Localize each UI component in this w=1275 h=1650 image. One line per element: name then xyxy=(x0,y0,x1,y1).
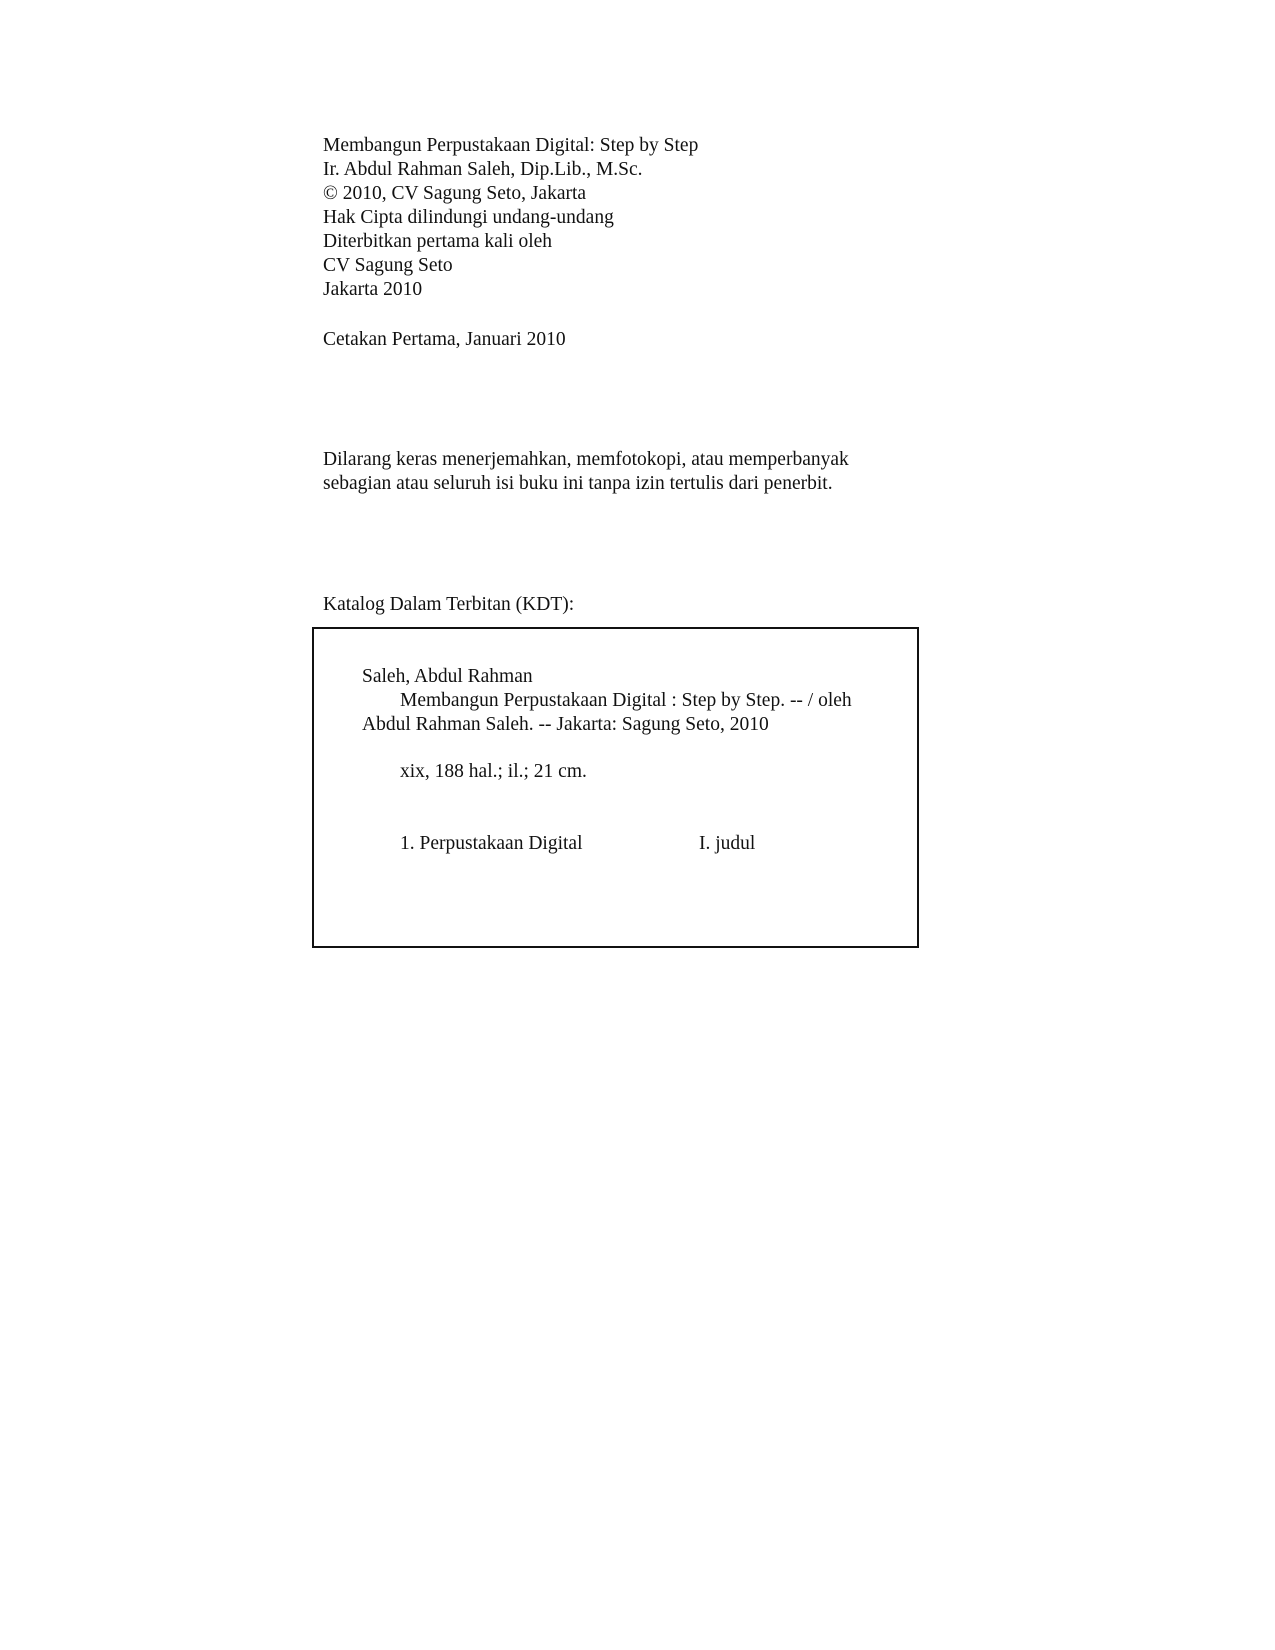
kdt-subject-entry: 1. Perpustakaan Digital xyxy=(400,833,583,854)
colophon-block xyxy=(323,134,943,302)
place-year: Jakarta 2010 xyxy=(323,279,423,300)
kdt-title-line: Membangun Perpustakaan Digital : Step by Step. -- / oleh xyxy=(400,690,852,711)
warning-line-1: Dilarang keras menerjemahkan, memfotokopi, atau memperbanyak xyxy=(323,449,849,470)
kdt-catalog-box xyxy=(312,627,919,948)
kdt-author: Saleh, Abdul Rahman xyxy=(362,666,533,687)
copyright-warning xyxy=(323,448,943,496)
copyright-line: © 2010, CV Sagung Seto, Jakarta xyxy=(323,183,587,204)
publisher-name: CV Sagung Seto xyxy=(323,255,453,276)
kdt-title-line-continued: Abdul Rahman Saleh. -- Jakarta: Sagung Seto, 2010 xyxy=(362,714,769,735)
kdt-collation: xix, 188 hal.; il.; 21 cm. xyxy=(400,761,587,782)
kdt-heading: Katalog Dalam Terbitan (KDT): xyxy=(323,594,575,615)
kdt-title-entry: I. judul xyxy=(699,833,756,854)
warning-line-2: sebagian atau seluruh isi buku ini tanpa izin tertulis dari penerbit. xyxy=(323,473,833,494)
published-by-line: Diterbitkan pertama kali oleh xyxy=(323,231,553,252)
book-author: Ir. Abdul Rahman Saleh, Dip.Lib., M.Sc. xyxy=(323,159,643,180)
rights-line: Hak Cipta dilindungi undang-undang xyxy=(323,207,614,228)
edition-line: Cetakan Pertama, Januari 2010 xyxy=(323,329,566,350)
book-title: Membangun Perpustakaan Digital: Step by Step xyxy=(323,135,699,156)
